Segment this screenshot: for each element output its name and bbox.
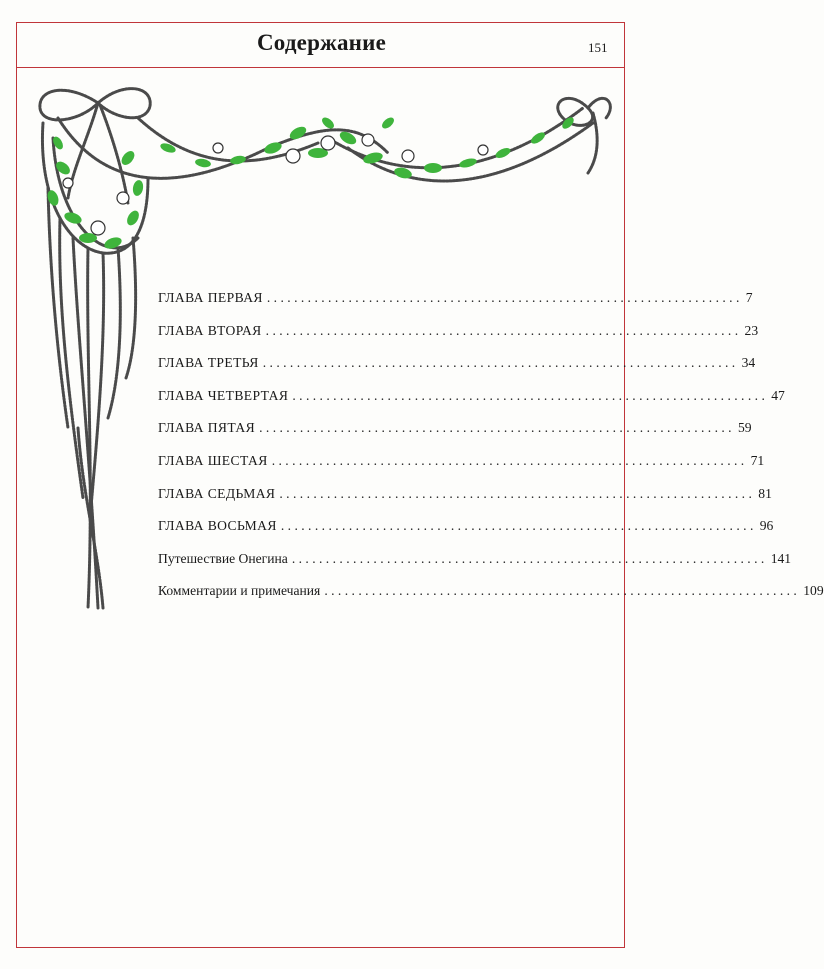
toc-entry[interactable] [158,485,772,519]
toc-leader-dots: ...................................................................... [266,290,743,305]
toc-entry-page: 96 [759,518,774,534]
toc-entry-label: ГЛАВА ВОСЬМАЯ [158,518,277,534]
toc-leader-dots: ...................................................................... [271,452,748,468]
toc-entry[interactable] [158,355,756,388]
toc-entry-page: 109 [803,583,824,599]
toc-entry-label: ГЛАВА СЕДЬМАЯ [158,485,276,501]
toc-entry-page: 71 [750,452,765,468]
toc-entry[interactable] [158,322,759,356]
toc-entry-label: Путешествие Онегина [158,550,288,566]
toc-entry-page: 7 [745,290,753,305]
toc-leader-dots: ...................................................................... [265,322,742,338]
toc-leader-dots: ...................................................................... [262,355,739,371]
toc-entry-page: 81 [758,485,772,501]
toc-entry-page: 141 [770,550,792,566]
toc-entry[interactable] [158,420,752,453]
table-of-contents [158,290,824,616]
toc-leader-dots: ...................................................................... [291,550,768,566]
toc-leader-dots: ...................................................................... [324,583,801,599]
toc-entry-label: ГЛАВА ЧЕТВЕРТАЯ [158,387,289,403]
toc-entry[interactable] [158,518,774,551]
toc-entry-label: ГЛАВА ВТОРАЯ [158,322,262,338]
toc-entry-label: ГЛАВА ШЕСТАЯ [158,452,268,468]
toc-leader-dots: ...................................................................... [280,518,757,534]
toc-entry[interactable] [158,452,765,486]
toc-entry-label: Комментарии и примечания [158,583,321,599]
toc-entry[interactable] [158,290,753,323]
page-number: 151 [588,40,608,55]
toc-entry-page: 34 [741,355,756,371]
toc-entry-page: 23 [744,322,759,338]
toc-entry-page: 59 [737,420,752,436]
toc-entry-label: ГЛАВА ПЯТАЯ [158,420,256,436]
toc-leader-dots: ...................................................................... [259,420,735,436]
toc-leader-dots: ...................................................................... [292,387,769,403]
toc-entry-label: ГЛАВА ТРЕТЬЯ [158,355,259,371]
toc-leader-dots: ...................................................................... [279,485,756,501]
toc-entry-page: 47 [771,387,785,403]
header-rule [16,67,625,68]
page-title: Содержание [257,30,386,55]
toc-entry[interactable] [158,583,824,616]
toc-entry[interactable] [158,550,792,584]
toc-entry[interactable] [158,387,785,421]
toc-entry-label: ГЛАВА ПЕРВАЯ [158,290,263,305]
